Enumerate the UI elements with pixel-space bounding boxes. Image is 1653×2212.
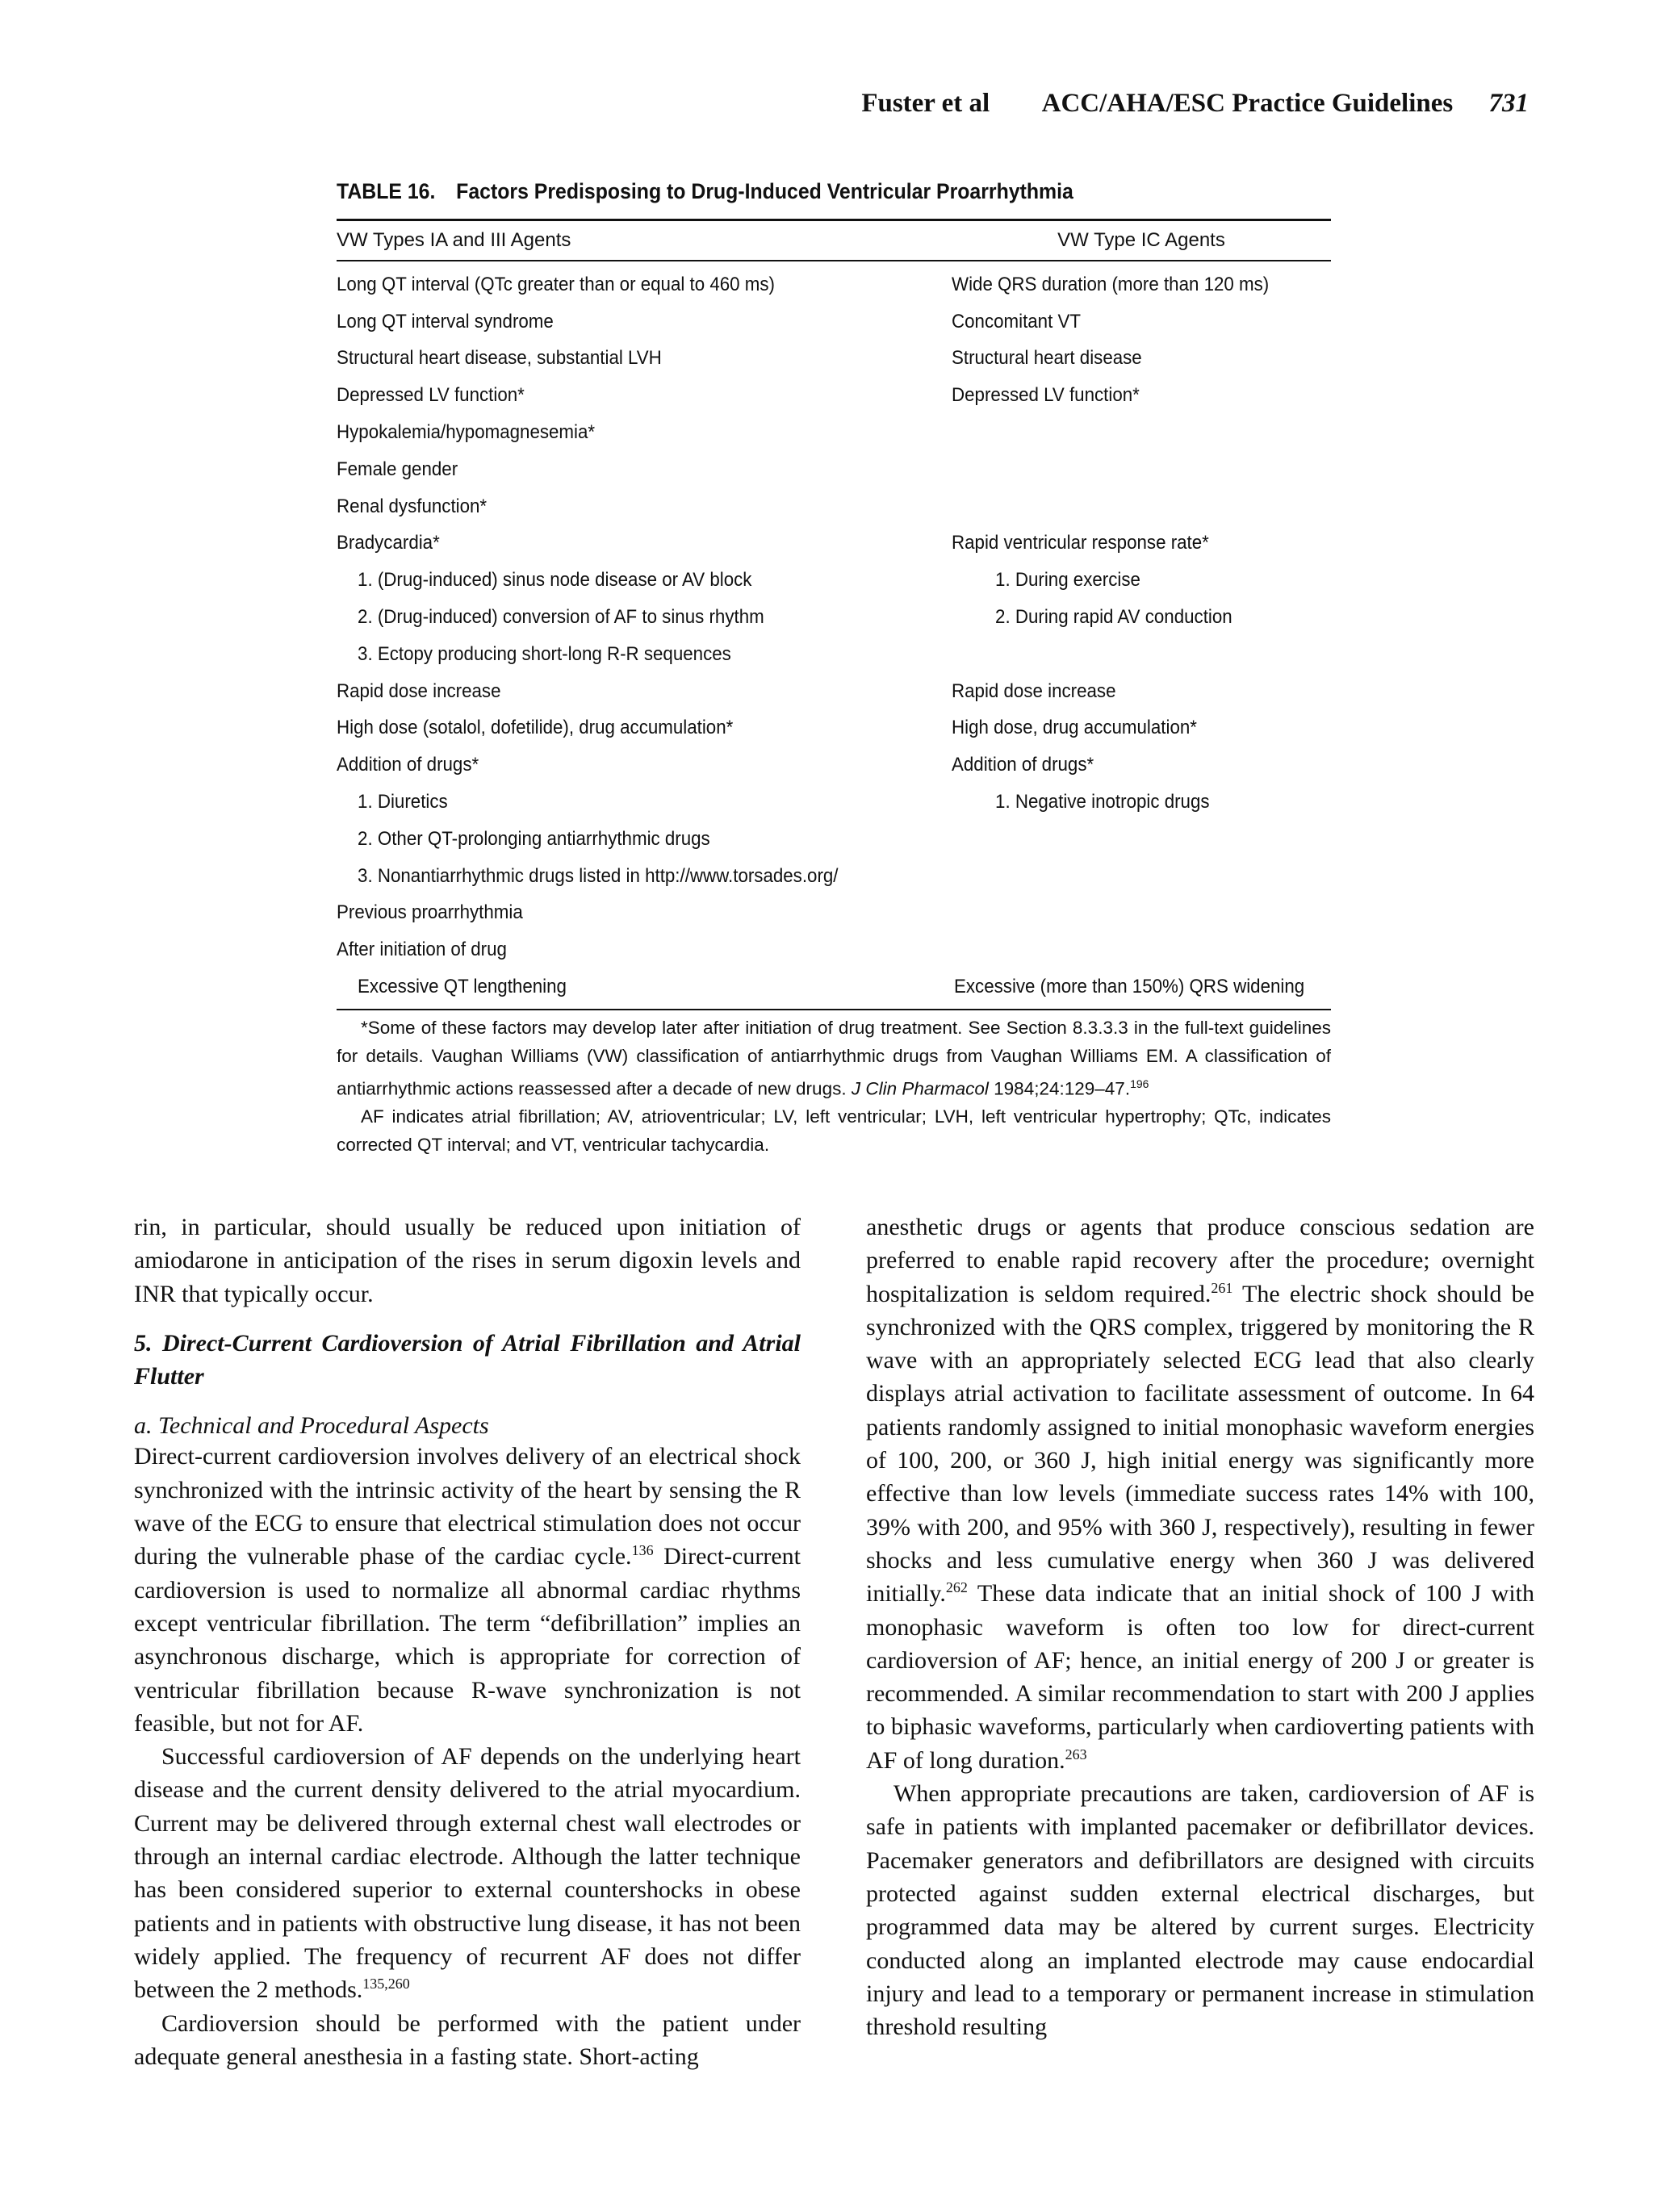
page-number: 731 [1488,89,1529,118]
table-cell: Long QT interval (QTc greater than or equal to 460 ms) [337,273,775,295]
body-paragraph: anesthetic drugs or agents that produce conscious sedation are preferred to enable rapid recovery after the procedure; overnight hospitalization is seldom required.$^{261}$ The electric shock should be synchronized with the QRS complex, triggered by monitoring the R wave with an appropriately selected ECG lead that also clearly displays atrial activation to facilitate assessment of outcome. In 64 patients randomly assigned to initial monophasic waveform energies of 100, 200, or 360 J, high initial energy was significantly more effective than low levels (immediate success rates 14% with 100, 39% with 200, and 95% with 360 J, respectively), resulting in fewer shocks and less cumulative energy when 360 J was delivered initially.$^{262}$ These data indicate that an initial shock of 100 J with monophasic waveform is often too low for direct-current cardioversion of AF; hence, an initial energy of 200 J or greater is recommended. A similar recommendation to start with 200 J applies to biphasic waveforms, particularly when cardioverting patients with AF of long duration.$^{263}$ [866,1214,1535,1774]
subsection-heading: a. Technical and Procedural Aspects [134,1412,489,1440]
table-cell: After initiation of drug [337,939,507,961]
table-number: TABLE 16. [337,179,436,203]
body-paragraph: Successful cardioversion of AF depends on the underlying heart disease and the current density delivered to the atrial myocardium. Current may be delivered through external chest wall electrodes or through an internal cardiac electrode. Although the latter technique has been considered superior to external countershocks in obese patients and in patients with obstructive lung disease, it has not been widely applied. The frequency of recurrent AF does not differ between the 2 methods.$^{135,260}$ [134,1743,801,2004]
table-abbreviations: AF indicates atrial fibrillation; AV, atrioventricular; LV, left ventricular; LVH, left ventricular hypertrophy; QTc, indicates corrected QT interval; and VT, ventricular tachycardia. [337,1106,1331,1156]
table-cell: Addition of drugs* [952,754,1094,776]
body-paragraph: Direct-current cardioversion involves delivery of an electrical shock synchronized with the intrinsic activity of the heart by sensing the R wave of the ECG to ensure that electrical stimulation does not occur during the vulnerable phase of the cardiac cycle.$^{136}$ Direct-current cardioversion is used to normalize all abnormal cardiac rhythms except ventricular fibrillation. The term “defibrillation” implies an asynchronous discharge, which is appropriate for correction of ventricular fibrillation because R-wave synchronization is not feasible, but not for AF. [134,1443,801,1737]
table-cell: Previous proarrhythmia [337,901,523,924]
table-cell: Structural heart disease, substantial LVH [337,347,662,370]
table-16 [337,179,1331,1159]
right-column [866,1211,1534,2043]
table-cell: Long QT interval syndrome [337,310,554,332]
table-cell: 3. Nonantiarrhythmic drugs listed in http://www.torsades.org/ [358,864,839,887]
table-cell: 2. Other QT-prolonging antiarrhythmic drugs [358,827,710,850]
table-cell: Rapid ventricular response rate* [952,532,1209,554]
table-cell: Depressed LV function* [952,384,1140,407]
table-cell: Rapid dose increase [337,679,501,702]
table-cell: 3. Ectopy producing short-long R-R sequences [358,642,731,665]
table-header-row [337,221,1331,260]
running-header [861,89,1529,119]
table-footnotes [337,1014,1331,1160]
table-cell: 1. During exercise [995,569,1140,592]
column-header-2: VW Type IC Agents [1057,229,1225,251]
table-title [337,179,1251,204]
header-journal: ACC/AHA/ESC Practice Guidelines [1041,89,1454,118]
table-cell: Addition of drugs* [337,754,479,776]
column-header-1: VW Types IA and III Agents [337,229,571,251]
table-cell: Concomitant VT [952,310,1082,332]
table-body [337,261,1331,1009]
body-paragraph: rin, in particular, should usually be reduced upon initiation of amiodarone in anticipation of the rises in serum digoxin levels and INR that typically occur. [134,1214,801,1307]
table-cell: 1. Negative inotropic drugs [995,791,1210,813]
table-cell: Hypokalemia/hypomagnesemia* [337,421,596,444]
left-column [134,1211,801,2073]
table-title-text: Factors Predisposing to Drug-Induced Ventricular Proarrhythmia [456,179,1073,203]
table-cell: Female gender [337,458,458,480]
table-cell: Excessive (more than 150%) QRS widening [954,976,1305,998]
table-cell: Excessive QT lengthening [358,976,567,998]
table-cell: High dose (sotalol, dofetilide), drug accumulation* [337,717,734,739]
table-footnote: *Some of these factors may develop later after initiation of drug treatment. See Section 8.3.3.3 in the full-text guidelines for details. Vaughan Williams (VW) classification of antiarrhythmic drugs from Vaughan Williams EM. A classification of antiarrhythmic actions reassessed after a decade of new drugs. J Clin Pharmacol 1984;24:129–47.$^{196}$ [337,1017,1331,1099]
table-cell: Renal dysfunction* [337,495,488,517]
section-heading: 5. Direct-Current Cardioversion of Atrial Fibrillation and Atrial Flutter [134,1329,801,1390]
table-bottom-rule [337,1009,1331,1010]
body-paragraph: When appropriate precautions are taken, cardioversion of AF is safe in patients with implanted pacemaker or defibrillator devices. Pacemaker generators and defibrillators are designed with circuits protected against sudden external electrical discharges, but programmed data may be altered by current surges. Electricity conducted along an implanted electrode may cause endocardial injury and lead to a temporary or permanent increase in stimulation threshold resulting [866,1780,1534,2041]
body-paragraph: Cardioversion should be performed with the patient under adequate general anesthesia in a fasting state. Short-acting [134,2009,801,2070]
table-cell: Structural heart disease [952,347,1142,370]
table-cell: 2. During rapid AV conduction [995,606,1232,629]
table-cell: Wide QRS duration (more than 120 ms) [952,273,1270,295]
table-cell: Depressed LV function* [337,384,525,407]
table-cell: Rapid dose increase [952,679,1116,702]
table-cell: 1. Diuretics [358,791,448,813]
table-cell: High dose, drug accumulation* [952,717,1197,739]
header-authors: Fuster et al [861,89,990,118]
table-cell: 1. (Drug-induced) sinus node disease or AV block [358,569,752,592]
table-cell: Bradycardia* [337,532,440,554]
table-cell: 2. (Drug-induced) conversion of AF to sinus rhythm [358,606,764,629]
